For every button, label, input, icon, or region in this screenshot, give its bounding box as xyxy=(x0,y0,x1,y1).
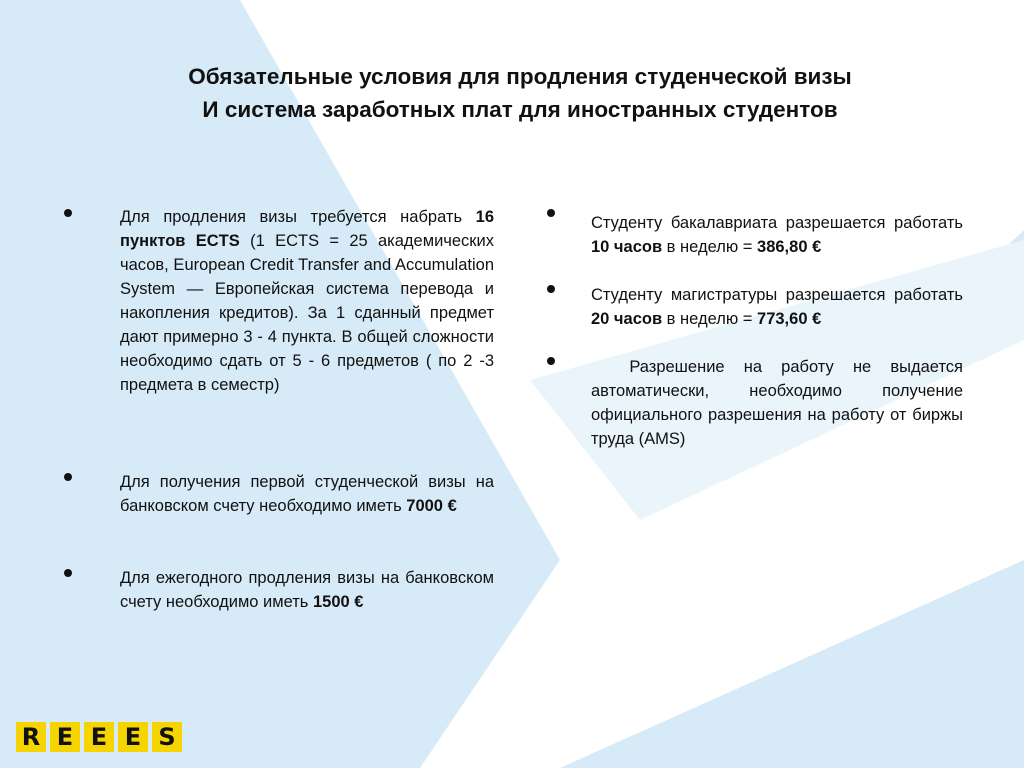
left-bullet-1 xyxy=(120,205,494,397)
bullet-text-part: 386,80 € xyxy=(757,238,822,256)
bullet-text-part: 773,60 € xyxy=(757,310,822,328)
bullet-text-part: 1500 € xyxy=(313,593,364,611)
right-bullet-3 xyxy=(591,355,968,451)
bullet-text-part: Для ежегодного продления визы на банковском счету необходимо иметь xyxy=(120,569,494,611)
bullet-text-part: Для получения первой студенческой визы на банковском счету необходимо иметь xyxy=(120,473,494,515)
bullet-text-part: 20 часов xyxy=(591,310,663,328)
logo-tile: E xyxy=(50,722,80,752)
left-bullet-3 xyxy=(120,566,494,614)
bullet-text-part: 7000 € xyxy=(406,497,457,515)
bullet-text-part: в неделю = xyxy=(662,310,758,328)
logo-tile: E xyxy=(118,722,148,752)
slide-title xyxy=(60,60,980,126)
title-line-2: И система заработных плат для иностранных студентов xyxy=(202,97,838,122)
left-bullet-2 xyxy=(120,470,494,518)
bullet-dot xyxy=(64,473,72,481)
bullet-text-part: Студенту бакалавриата разрешается работать xyxy=(591,214,963,232)
bullet-text-part: (1 ECTS = 25 академических часов, European Credit Transfer and Accumulation System — Европейская система перевода и накопления кредитов). За 1 сданный предмет дают примерно 3 - 4 пункта. В общей сложности необходимо сдать от 5 - 6 предметов ( по 2 -3 предмета в семестр) xyxy=(120,232,494,394)
bullet-text-part: Для продления визы требуется набрать xyxy=(120,208,476,226)
bullet-text-part: 16 пунктов ECTS xyxy=(120,208,494,250)
bullet-text-part: Разрешение на работу не выдается автоматически, необходимо получение официального разрешения на работу от биржы труда (AMS) xyxy=(591,358,968,448)
bullet-text-part: 10 часов xyxy=(591,238,663,256)
bullet-dot xyxy=(547,285,555,293)
logo-tile: E xyxy=(84,722,114,752)
bullet-text-part: Студенту магистратуры разрешается работать xyxy=(591,286,963,304)
bullet-dot xyxy=(64,209,72,217)
logo-tile: R xyxy=(16,722,46,752)
logo-tile: S xyxy=(152,722,182,752)
bullet-dot xyxy=(64,569,72,577)
right-bullet-2 xyxy=(591,283,963,331)
bullet-dot xyxy=(547,357,555,365)
title-line-1: Обязательные условия для продления студенческой визы xyxy=(188,64,852,89)
bullet-text-part: в неделю = xyxy=(662,238,758,256)
bullet-dot xyxy=(547,209,555,217)
reees-logo xyxy=(16,722,182,752)
right-bullet-1 xyxy=(591,211,963,259)
